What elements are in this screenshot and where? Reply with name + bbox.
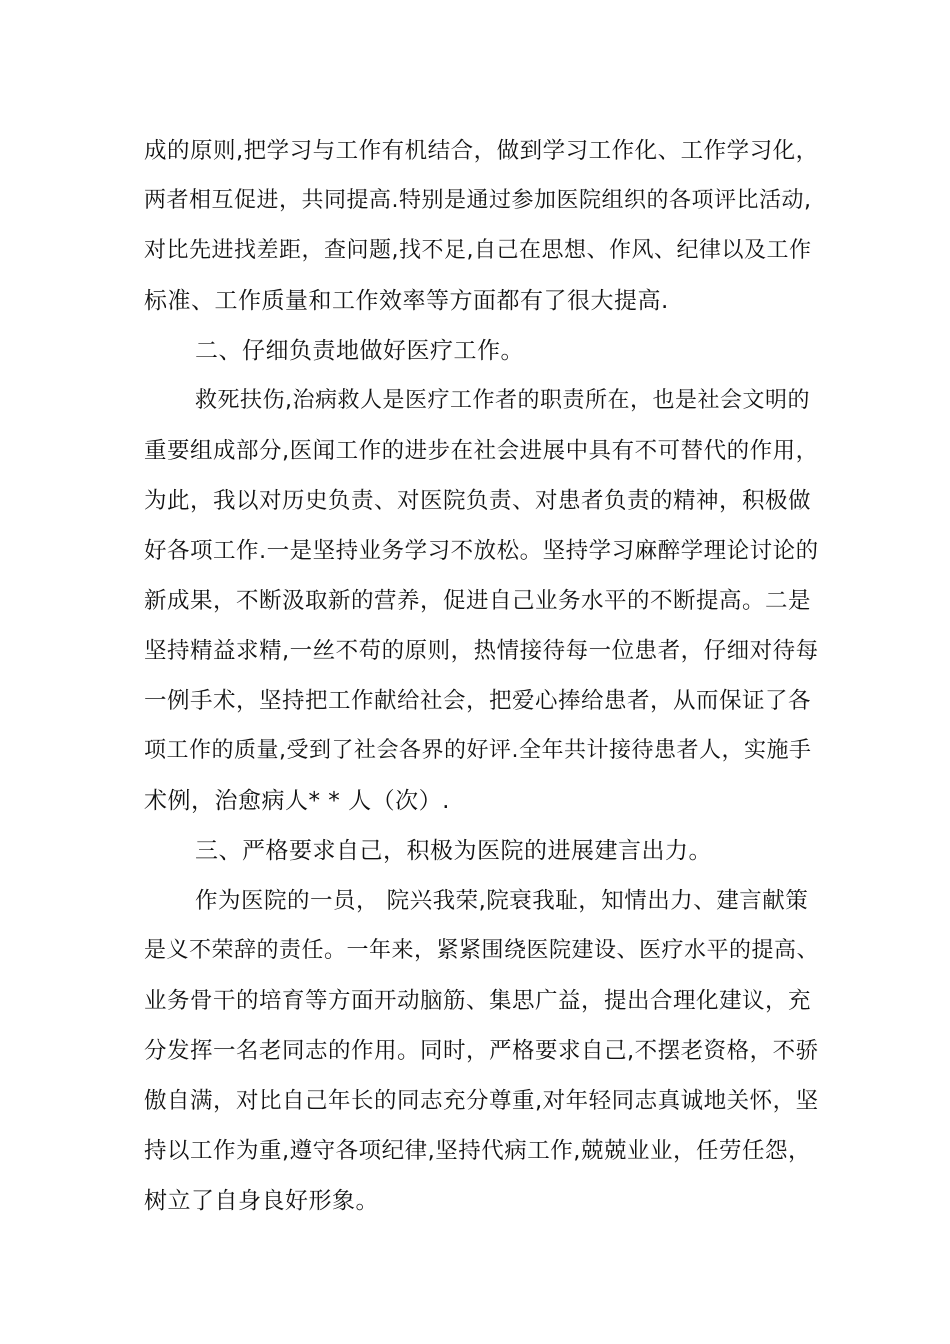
text-line: 是义不荣辞的责任。一年来，紧紧围绕医院建设、医疗水平的提高、	[144, 938, 820, 963]
text-line: 一例手术，坚持把工作献给社会，把爱心捧给患者，从而保证了各	[144, 688, 812, 714]
text-line: 持以工作为重,遵守各项纪律,坚持代病工作,兢兢业业，任劳任怨，	[144, 1138, 811, 1164]
text-line: 树立了自身良好形象。	[144, 1188, 379, 1214]
text-line: 业务骨干的培育等方面开动脑筋、集思广益，提出合理化建议，充	[144, 988, 812, 1014]
text-line: 项工作的质量,受到了社会各界的好评.全年共计接待患者人，实施手	[144, 738, 812, 763]
text-line: 救死扶伤,治病救人是医疗工作者的职责所在，也是社会文明的	[195, 388, 810, 413]
text-line: 术例，治愈病人* * 人（次）.	[144, 788, 450, 814]
text-line: 重要组成部分,医闻工作的进步在社会进展中具有不可替代的作用，	[144, 438, 819, 464]
text-line: 分发挥一名老同志的作用。同时，严格要求自己,不摆老资格，不骄	[144, 1038, 819, 1064]
text-line: 标准、工作质量和工作效率等方面都有了很大提高.	[144, 288, 669, 314]
text-line: 作为医院的一员， 院兴我荣,院衰我耻，知情出力、建言献策	[195, 888, 809, 914]
text-line: 成的原则,把学习与工作有机结合，做到学习工作化、工作学习化，	[144, 138, 819, 164]
text-line: 坚持精益求精,一丝不苟的原则，热情接待每一位患者，仔细对待每	[144, 638, 819, 664]
text-line: 傲自满，对比自己年长的同志充分尊重,对年轻同志真诚地关怀，坚	[144, 1088, 819, 1114]
text-line: 对比先进找差距，查问题,找不足,自己在思想、作风、纪律以及工作	[144, 238, 812, 263]
text-line: 两者相互促进，共同提高.特别是通过参加医院组织的各项评比活动,	[144, 188, 812, 213]
text-line: 新成果，不断汲取新的营养，促进自己业务水平的不断提高。二是	[144, 588, 812, 614]
section-heading: 三、严格要求自己，积极为医院的进展建言出力。	[195, 838, 712, 864]
text-line: 好各项工作.一是坚持业务学习不放松。坚持学习麻醉学理论讨论的	[144, 538, 819, 564]
text-line: 为此，我以对历史负责、对医院负责、对患者负责的精神，积极做	[144, 488, 812, 514]
section-heading: 二、仔细负责地做好医疗工作。	[195, 338, 524, 364]
